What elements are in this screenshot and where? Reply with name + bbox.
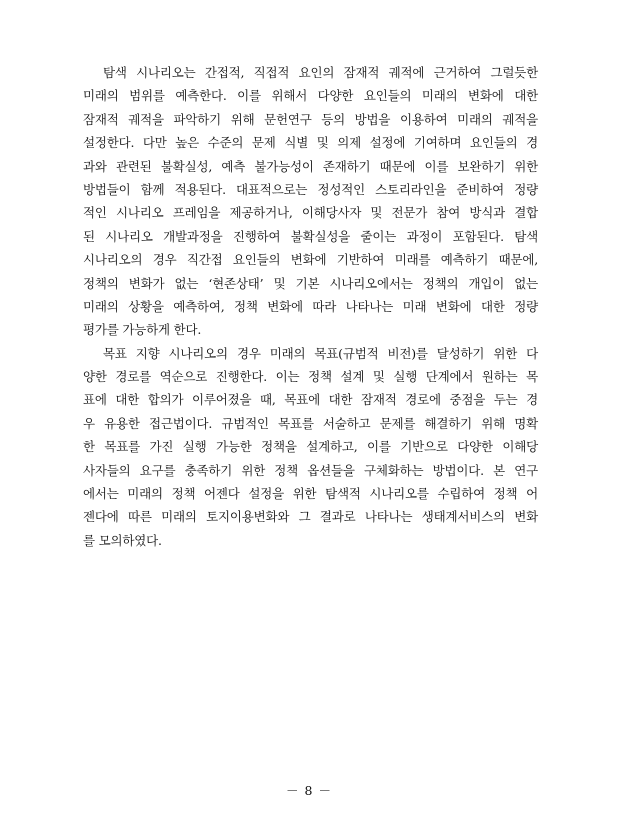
body-text (83, 61, 538, 552)
text-line: 미래의 범위를 예측한다. 이를 위해서 다양한 요인들의 미래의 변화에 대한 (83, 88, 538, 104)
paragraph-goal-oriented-scenario (83, 342, 538, 553)
text-line: 시나리오의 경우 직간접 요인들의 변화에 기반하여 미래를 예측하기 때문에, (83, 252, 538, 268)
text-line: 젠다에 따른 미래의 토지이용변화와 그 결과로 나타나는 생태계서비스의 변화 (83, 509, 538, 525)
text-line: 탐색 시나리오는 간접적, 직접적 요인의 잠재적 궤적에 근거하여 그럴듯한 (103, 65, 538, 80)
text-line: 적인 시나리오 프레임을 제공하거나, 이해당사자 및 전문가 참여 방식과 결합 (83, 205, 538, 221)
text-line: 방법들이 함께 적용된다. 대표적으로는 정성적인 스토리라인을 준비하여 정량 (83, 181, 538, 197)
text-line: 평가를 가능하게 한다. (83, 322, 202, 338)
text-line: 양한 경로를 역순으로 진행한다. 이는 정책 설계 및 실행 단계에서 원하는 목 (83, 369, 538, 385)
text-line: 잠재적 궤적을 파악하기 위해 문헌연구 등의 방법을 이용하여 미래의 궤적을 (83, 111, 538, 127)
text-line: 사자들의 요구를 충족하기 위한 정책 옵션들을 구체화하는 방법이다. 본 연구 (83, 462, 538, 478)
page-number: － 8 － (286, 783, 332, 798)
text-line: 표에 대한 합의가 이루어졌을 때, 목표에 대한 잠재적 경로에 중점을 두는 경 (83, 392, 538, 408)
text-line: 목표 지향 시나리오의 경우 미래의 목표(규범적 비전)를 달성하기 위한 다 (103, 345, 538, 361)
text-line: 과와 관련된 불확실성, 예측 불가능성이 존재하기 때문에 이를 보완하기 위한 (83, 158, 538, 174)
text-line: 우 유용한 접근법이다. 규범적인 목표를 서술하고 문제를 해결하기 위해 명확 (83, 415, 538, 431)
text-line: 미래의 상황을 예측하여, 정책 변화에 따라 나타나는 미래 변화에 대한 정량 (83, 298, 538, 314)
text-line: 설정한다. 다만 높은 수준의 문제 식별 및 의제 설정에 기여하며 요인들의 경 (83, 135, 538, 151)
text-line: 된 시나리오 개발과정을 진행하여 불확실성을 줄이는 과정이 포함된다. 탐색 (83, 228, 538, 244)
text-line: 정책의 변화가 없는 ‘현존상태’ 및 기본 시나리오에서는 정책의 개입이 없는 (83, 275, 538, 291)
text-line: 를 모의하였다. (83, 532, 162, 548)
text-line: 한 목표를 가진 실행 가능한 정책을 설계하고, 이를 기반으로 다양한 이해당 (83, 439, 538, 455)
text-line: 에서는 미래의 정책 어젠다 설정을 위한 탐색적 시나리오를 수립하여 정책 어 (83, 486, 538, 502)
paragraph-exploratory-scenario (83, 61, 538, 342)
